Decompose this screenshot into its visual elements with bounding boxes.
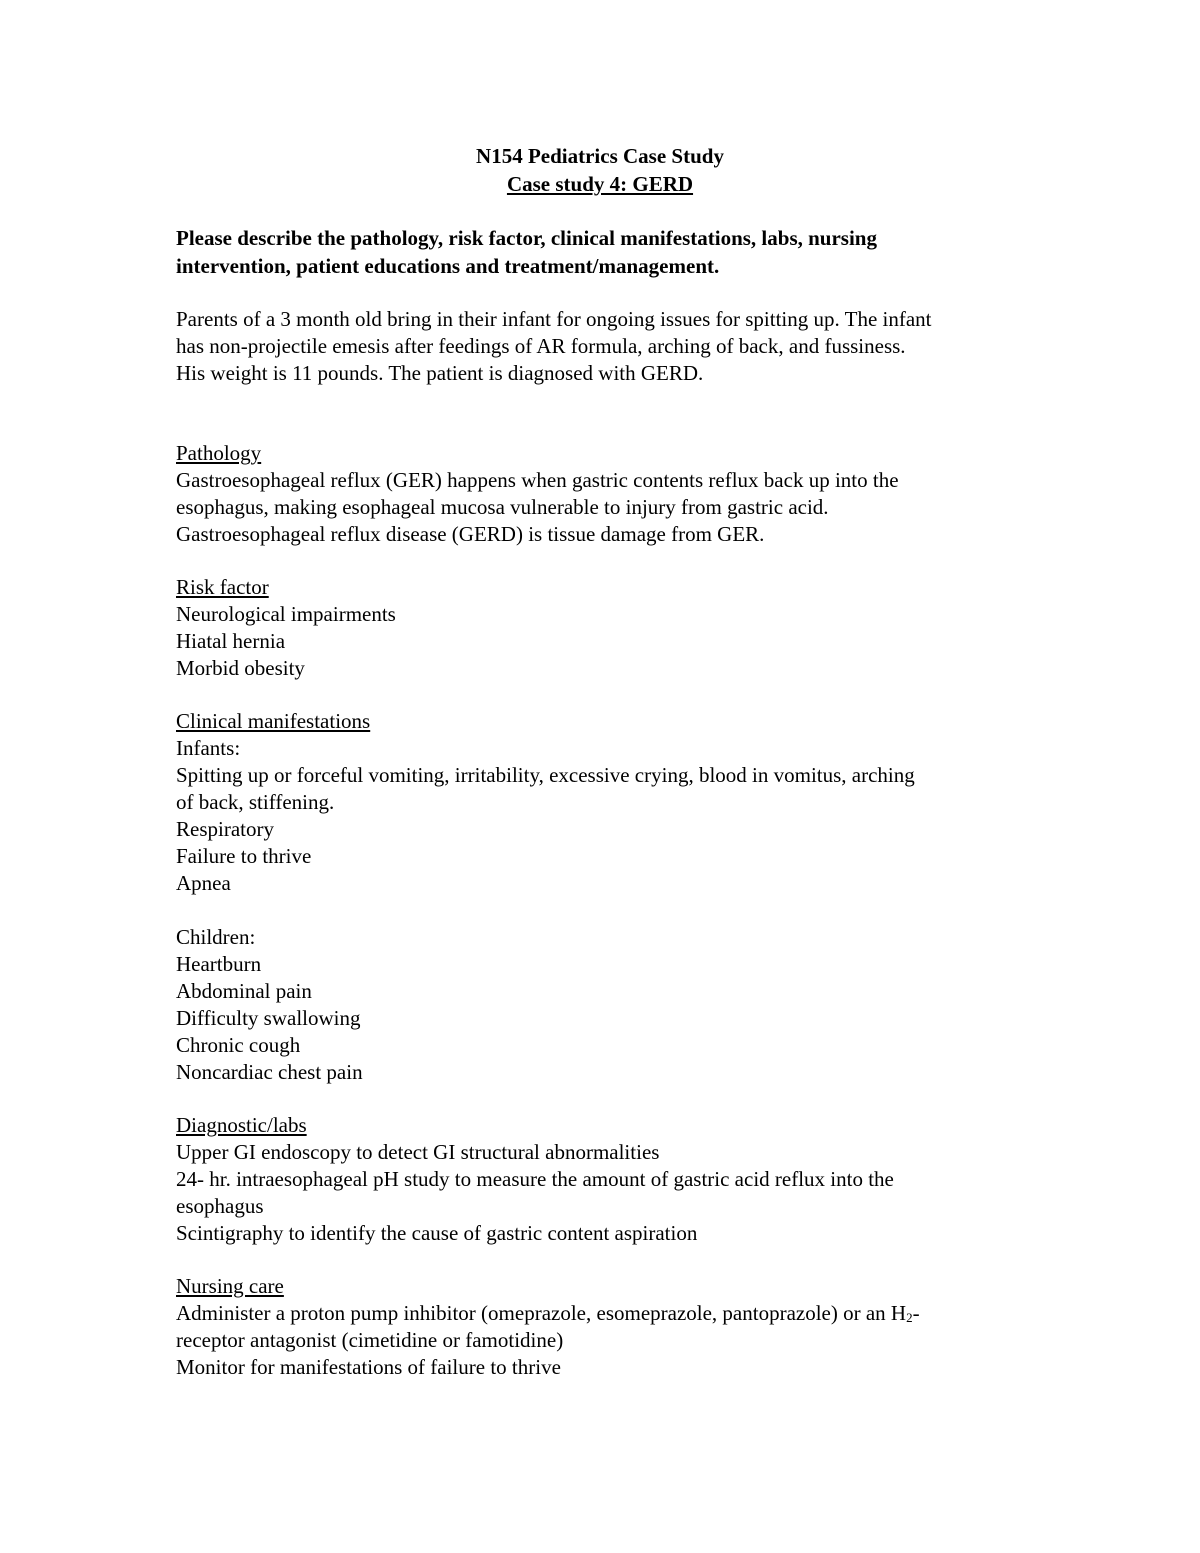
section-line: Hiatal hernia	[176, 629, 286, 653]
section-diagnostic-labs	[176, 1112, 1036, 1247]
section-heading: Risk factor	[176, 575, 269, 599]
assignment-prompt	[176, 224, 1036, 280]
section-heading: Clinical manifestations	[176, 709, 371, 733]
section-clinical-manifestations	[176, 708, 1036, 1086]
title-block	[176, 142, 1024, 198]
section-line: esophagus, making esophageal mucosa vulnerable to injury from gastric acid.	[176, 495, 829, 519]
scenario-line: His weight is 11 pounds. The patient is diagnosed with GERD.	[176, 361, 704, 385]
section-line: Noncardiac chest pain	[176, 1060, 363, 1084]
section-line: Chronic cough	[176, 1033, 301, 1057]
section-line: of back, stiffening.	[176, 790, 335, 814]
section-heading: Nursing care	[176, 1274, 284, 1298]
scenario-line: has non-projectile emesis after feedings of AR formula, arching of back, and fussiness.	[176, 334, 906, 358]
section-line: Morbid obesity	[176, 656, 305, 680]
section-line: receptor antagonist (cimetidine or famotidine)	[176, 1328, 564, 1352]
section-line: Respiratory	[176, 817, 274, 841]
spacer	[176, 897, 1036, 924]
section-line: Heartburn	[176, 952, 262, 976]
section-heading: Diagnostic/labs	[176, 1113, 307, 1137]
section-line: esophagus	[176, 1194, 264, 1218]
section-risk-factor	[176, 574, 1036, 682]
infants-label: Infants:	[176, 736, 241, 760]
section-line	[176, 1300, 1036, 1327]
document-body	[176, 142, 1036, 1381]
section-line: Neurological impairments	[176, 602, 396, 626]
section-line: Apnea	[176, 871, 231, 895]
prompt-line: Please describe the pathology, risk factor, clinical manifestations, labs, nursing	[176, 226, 877, 250]
children-label: Children:	[176, 925, 256, 949]
section-nursing-care	[176, 1273, 1036, 1381]
section-line: Upper GI endoscopy to detect GI structural abnormalities	[176, 1140, 660, 1164]
document-title: N154 Pediatrics Case Study	[476, 144, 724, 168]
section-line: Abdominal pain	[176, 979, 312, 1003]
scenario-line: Parents of a 3 month old bring in their infant for ongoing issues for spitting up. The infant	[176, 307, 932, 331]
line-text: -	[912, 1301, 920, 1325]
section-line: Scintigraphy to identify the cause of gastric content aspiration	[176, 1221, 698, 1245]
section-line: Monitor for manifestations of failure to thrive	[176, 1355, 561, 1379]
section-line: Gastroesophageal reflux disease (GERD) is tissue damage from GER.	[176, 522, 765, 546]
section-line: Failure to thrive	[176, 844, 312, 868]
case-scenario	[176, 306, 1036, 387]
line-text: Administer a proton pump inhibitor (omeprazole, esomeprazole, pantoprazole) or an H	[176, 1301, 907, 1325]
section-line: Spitting up or forceful vomiting, irritability, excessive crying, blood in vomitus, arching	[176, 763, 915, 787]
section-line: Gastroesophageal reflux (GER) happens when gastric contents reflux back up into the	[176, 468, 899, 492]
section-heading: Pathology	[176, 441, 262, 465]
prompt-line: intervention, patient educations and treatment/management.	[176, 254, 720, 278]
subscript-text: 2	[906, 1310, 913, 1325]
section-pathology	[176, 440, 1036, 548]
section-line: 24- hr. intraesophageal pH study to measure the amount of gastric acid reflux into the	[176, 1167, 894, 1191]
section-line: Difficulty swallowing	[176, 1006, 361, 1030]
document-subtitle: Case study 4: GERD	[506, 172, 694, 196]
